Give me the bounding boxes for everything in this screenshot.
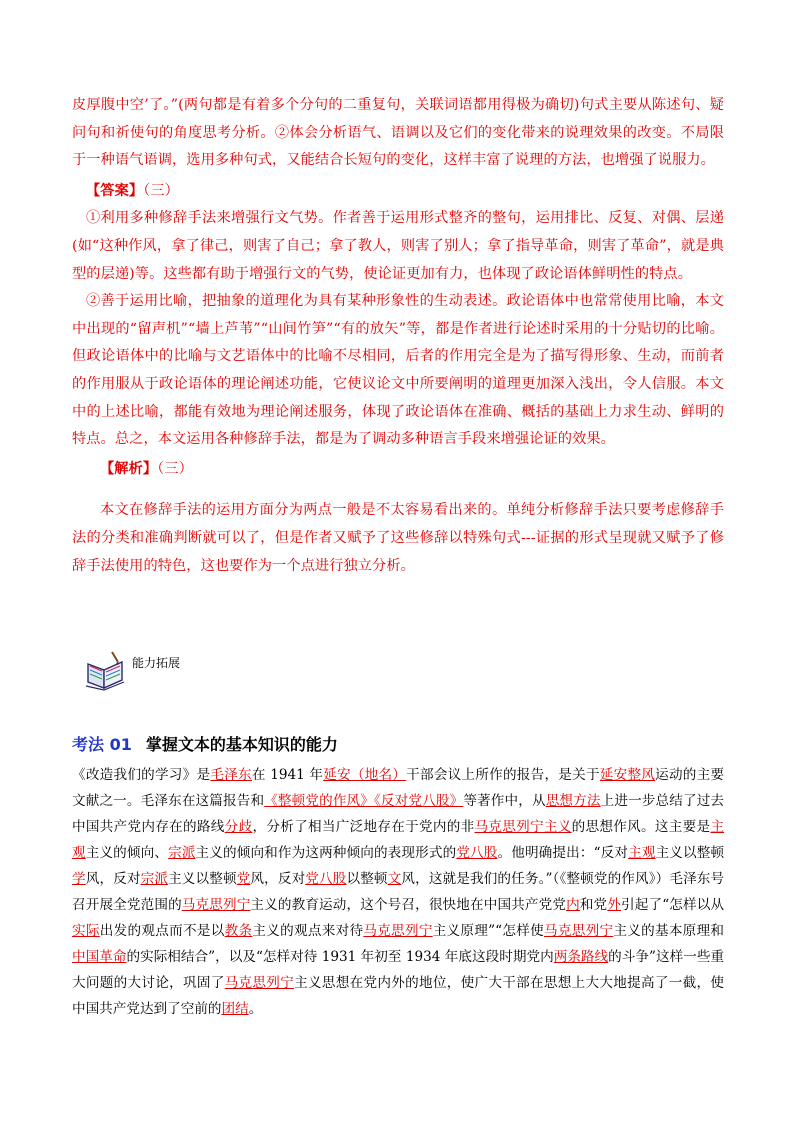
keyword-link[interactable]: 延安（地名） <box>323 767 407 783</box>
text-run: 和党 <box>579 897 608 913</box>
text-run: 以整顿 <box>346 871 388 887</box>
text-run: 主义的基本原理和 <box>613 923 725 939</box>
keyword-link[interactable]: 马克思列宁 <box>543 923 614 939</box>
keyword-link[interactable]: 实际 <box>72 923 100 939</box>
text-run: 主义思想在党内外的地位，使广大干部在思想上大大地提高了一截，使中国共产党达到了空前的 <box>72 975 725 1017</box>
keyword-link[interactable]: 主观 <box>628 845 656 861</box>
keyword-link[interactable]: 外 <box>607 897 622 913</box>
keyword-link[interactable]: 马克思列宁 <box>181 897 251 913</box>
keyword-link[interactable]: 文 <box>387 871 402 887</box>
keyword-link[interactable]: 宗派 <box>140 871 169 887</box>
text-run: 主义的倾向、 <box>85 845 169 861</box>
text-run: 运动的主要文献之一。毛泽东在这篇报告和 <box>72 767 725 809</box>
text-run: 等著作中，从 <box>463 793 546 809</box>
keyword-link[interactable]: 教条 <box>224 923 253 939</box>
section-title: 掌握文本的基本知识的能力 <box>145 735 338 754</box>
text-run: 。他明确提出：“反对 <box>497 845 629 861</box>
answer-header <box>72 178 724 206</box>
text-run: 风，反对 <box>85 871 141 887</box>
text-run: 主义以整顿 <box>655 845 725 861</box>
text-run: 干部会议上所作的报告，是关于 <box>406 767 600 783</box>
keyword-link[interactable]: 党八股 <box>456 845 498 861</box>
keyword-link[interactable]: 马克思列宁 <box>224 975 295 991</box>
text-run: 引起了“怎样以从 <box>621 897 725 913</box>
keyword-link[interactable]: 党 <box>236 871 251 887</box>
text-run: 风，反对 <box>250 871 306 887</box>
answer-continuation: 皮厚腹中空’了。”(两句都是有着多个分句的二重复句，关联词语都用得极为确切)句式主要从陈述句、疑问句和祈使句的角度思考分析。②体会分析语气、语调以及它们的变化带来的说理效果的改变。不局限于一种语气语调，选用多种句式，又能结合长短句的变化，这样丰富了说理的方法，也增强了说服力。 <box>72 97 724 169</box>
text-run: 。 <box>248 1001 263 1017</box>
text-run: 《改造我们的学习》是 <box>72 767 211 783</box>
text-run: 的斗争”这样一些重大问题的大讨论，巩固了 <box>72 949 725 991</box>
answer-section <box>72 92 724 580</box>
section-num: 考法 01 <box>72 735 132 754</box>
ability-expand <box>84 648 204 696</box>
keyword-link[interactable]: 中国革命 <box>72 949 127 965</box>
answer-num: （三） <box>143 182 179 199</box>
keyword-link[interactable]: 马克思列宁主义 <box>474 819 572 835</box>
answer-point-2: ②善于运用比喻，把抽象的道理化为具有某种形象性的生动表述。政论语体中也常常使用比喻，本文中出现的“留声机”“墙上芦苇”“山间竹笋”“有的放矢”等，都是作者进行论述时采用的十分贴切的比喻。但政论语体中的比喻与文艺语体中的比喻不尽相同，后者的作用完全是为了描写得形象、生动，而前者的作用服从于政论语体的理论阐述功能，它使议论文中所要阐明的道理更加深入浅出，令人信服。本文中的上述比喻，都能有效地为理论阐述服务，体现了政论语体在准确、概括的基础上力求生动、鲜明的特点。总之，本文运用各种修辞手法，都是为了调动多种语言手段来增强论证的效果。 <box>72 293 724 448</box>
answer-point-1: ①利用多种修辞手法来增强行文气势。作者善于运用形式整齐的整句，运用排比、反复、对偶、层递(如“这种作风，拿了律己，则害了自己；拿了教人，则害了别人；拿了指导革命，则害了革命”，就是典型的层递)等。这些都有助于增强行文的气势，使论证更加有力，也体现了政论语体鲜明性的特点。 <box>72 210 724 282</box>
text-run: 主义的教育运动，这个号召，很快地在中国共产党党 <box>250 897 567 913</box>
text-run: 上进一步总结了过去中国共产党内存在的路线 <box>72 793 725 835</box>
analysis-paragraph: 本文在修辞手法的运用方面分为两点一般是不太容易看出来的。单纯分析修辞手法只要考虑修辞手法的分类和准确判断就可以了，但是作者又赋予了这些修辞以特殊句式---证据的形式呈现就又赋予了修辞手法使用的特色，这也要作为一个点进行独立分析。 <box>72 502 724 574</box>
keyword-link[interactable]: 延安整风 <box>599 767 656 783</box>
text-run: 的实际相结合”，以及“怎样对待 1931 年初至 1934 年底这段时期党内 <box>126 949 554 965</box>
keyword-link[interactable]: 学 <box>72 871 86 887</box>
keyword-link[interactable]: 毛泽东 <box>210 767 252 783</box>
keyword-link[interactable]: 主观 <box>72 819 725 861</box>
text-run: ，分析了相当广泛地存在于党内的非 <box>252 819 475 835</box>
text-run: 在 1941 年 <box>251 767 324 783</box>
section-body <box>72 762 724 1022</box>
text-run: 风，这就是我们的任务。”（《整顿党的作风》）毛泽东号召开展全党范围的 <box>72 871 725 913</box>
section-01 <box>72 730 724 1022</box>
keyword-link[interactable]: 团结 <box>221 1001 249 1017</box>
keyword-link[interactable]: 思想方法 <box>545 793 601 809</box>
ability-label: 能力拓展 <box>132 656 181 670</box>
text-run: 主义以整顿 <box>168 871 237 887</box>
keyword-link[interactable]: 党八股 <box>305 871 347 887</box>
analysis-tag: 【解析】 <box>100 460 158 477</box>
answer-tag: 【答案】 <box>86 182 144 199</box>
text-run: 主义原理”“怎样使 <box>432 923 544 939</box>
keyword-link[interactable]: 分歧 <box>224 819 253 835</box>
keyword-link[interactable]: 两条路线 <box>553 949 609 965</box>
keyword-link[interactable]: 《整顿党的作风》《反对党八股》 <box>264 793 464 809</box>
keyword-link[interactable]: 宗派 <box>168 845 196 861</box>
text-run: 主义的倾向和作为这两种倾向的表现形式的 <box>195 845 457 861</box>
keyword-link[interactable]: 内 <box>566 897 580 913</box>
keyword-link[interactable]: 马克思列宁 <box>363 923 433 939</box>
analysis-header <box>72 456 724 484</box>
text-run: 出发的观点而不是以 <box>99 923 225 939</box>
analysis-num: （三） <box>157 460 193 477</box>
section-heading <box>72 730 724 760</box>
text-run: 的思想作风。这主要是 <box>571 819 711 835</box>
text-run: 主义的观点来对待 <box>252 923 364 939</box>
book-icon <box>84 650 128 692</box>
